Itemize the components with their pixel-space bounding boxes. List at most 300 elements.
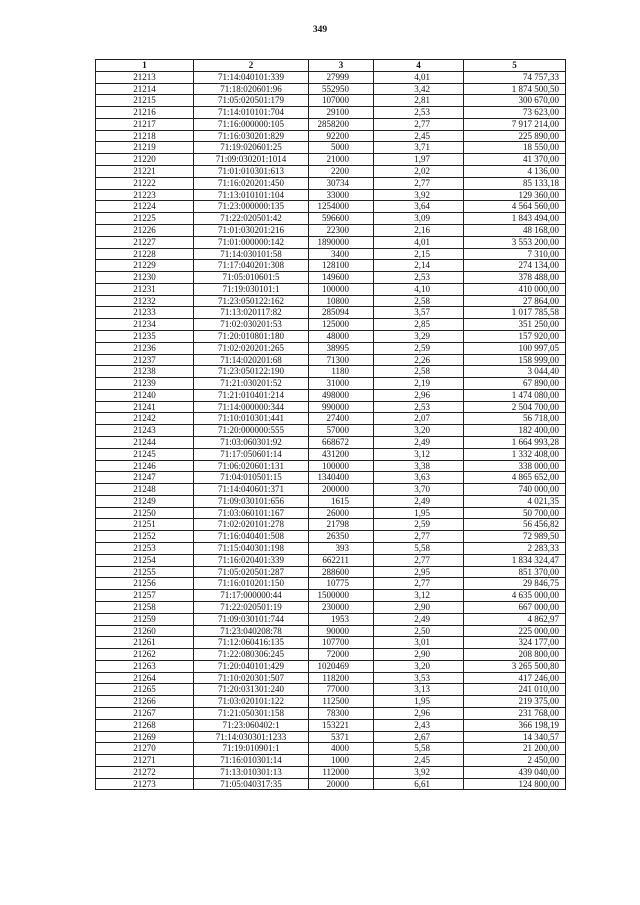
cadastral-number-cell: 71:20:031301:240 bbox=[194, 684, 309, 696]
table-row bbox=[96, 201, 566, 213]
table-row bbox=[96, 495, 566, 507]
cadastral-number-cell: 71:14:030101:58 bbox=[194, 248, 309, 260]
area-cell: 1180 bbox=[309, 366, 374, 378]
rate-cell: 5,58 bbox=[374, 543, 464, 555]
value-cell: 41 370,00 bbox=[464, 154, 566, 166]
table-row bbox=[96, 425, 566, 437]
cadastral-number-cell: 71:01:000000:142 bbox=[194, 236, 309, 248]
table-row bbox=[96, 142, 566, 154]
rate-cell: 3,12 bbox=[374, 448, 464, 460]
row-number-cell: 21241 bbox=[96, 401, 194, 413]
cadastral-number-cell: 71:09:030101:744 bbox=[194, 613, 309, 625]
table-row bbox=[96, 378, 566, 390]
row-number-cell: 21269 bbox=[96, 731, 194, 743]
row-number-cell: 21235 bbox=[96, 330, 194, 342]
area-cell: 288600 bbox=[309, 566, 374, 578]
value-cell: 72 989,50 bbox=[464, 531, 566, 543]
table-row bbox=[96, 83, 566, 95]
table-row bbox=[96, 660, 566, 672]
cadastral-number-cell: 71:20:040101:429 bbox=[194, 660, 309, 672]
value-cell: 50 700,00 bbox=[464, 507, 566, 519]
cadastral-number-cell: 71:02:020201:265 bbox=[194, 342, 309, 354]
area-cell: 20000 bbox=[309, 778, 374, 790]
cadastral-number-cell: 71:15:040301:198 bbox=[194, 543, 309, 555]
table-row bbox=[96, 755, 566, 767]
cadastral-number-cell: 71:04:010501:15 bbox=[194, 472, 309, 484]
table-row bbox=[96, 342, 566, 354]
area-cell: 1020469 bbox=[309, 660, 374, 672]
row-number-cell: 21232 bbox=[96, 295, 194, 307]
rate-cell: 3,63 bbox=[374, 472, 464, 484]
area-cell: 2200 bbox=[309, 166, 374, 178]
row-number-cell: 21270 bbox=[96, 743, 194, 755]
row-number-cell: 21264 bbox=[96, 672, 194, 684]
cadastral-number-cell: 71:05:040317:35 bbox=[194, 778, 309, 790]
table-row bbox=[96, 236, 566, 248]
rate-cell: 2,50 bbox=[374, 625, 464, 637]
table-row bbox=[96, 625, 566, 637]
value-cell: 129 360,00 bbox=[464, 189, 566, 201]
table-row bbox=[96, 472, 566, 484]
rate-cell: 4,01 bbox=[374, 236, 464, 248]
area-cell: 3400 bbox=[309, 248, 374, 260]
value-cell: 14 340,57 bbox=[464, 731, 566, 743]
row-number-cell: 21258 bbox=[96, 601, 194, 613]
area-cell: 71300 bbox=[309, 354, 374, 366]
area-cell: 10775 bbox=[309, 578, 374, 590]
rate-cell: 2,77 bbox=[374, 578, 464, 590]
rate-cell: 2,77 bbox=[374, 554, 464, 566]
value-cell: 417 246,00 bbox=[464, 672, 566, 684]
area-cell: 662211 bbox=[309, 554, 374, 566]
rate-cell: 2,59 bbox=[374, 342, 464, 354]
value-cell: 1 017 785,58 bbox=[464, 307, 566, 319]
row-number-cell: 21222 bbox=[96, 177, 194, 189]
value-cell: 324 177,00 bbox=[464, 637, 566, 649]
table-body bbox=[96, 71, 566, 790]
row-number-cell: 21262 bbox=[96, 649, 194, 661]
rate-cell: 3,13 bbox=[374, 684, 464, 696]
data-table bbox=[95, 59, 566, 790]
area-cell: 1953 bbox=[309, 613, 374, 625]
value-cell: 85 133,18 bbox=[464, 177, 566, 189]
rate-cell: 5,58 bbox=[374, 743, 464, 755]
cadastral-number-cell: 71:03:060301:92 bbox=[194, 437, 309, 449]
row-number-cell: 21226 bbox=[96, 224, 194, 236]
area-cell: 2858200 bbox=[309, 118, 374, 130]
cadastral-number-cell: 71:01:010301:613 bbox=[194, 166, 309, 178]
value-cell: 4 564 560,00 bbox=[464, 201, 566, 213]
area-cell: 100000 bbox=[309, 283, 374, 295]
area-cell: 78300 bbox=[309, 707, 374, 719]
table-row bbox=[96, 154, 566, 166]
cadastral-number-cell: 71:20:000000:555 bbox=[194, 425, 309, 437]
value-cell: 73 623,00 bbox=[464, 107, 566, 119]
cadastral-number-cell: 71:14:020201:68 bbox=[194, 354, 309, 366]
area-cell: 100000 bbox=[309, 460, 374, 472]
table-row bbox=[96, 684, 566, 696]
table-row bbox=[96, 448, 566, 460]
cadastral-number-cell: 71:22:020501:19 bbox=[194, 601, 309, 613]
row-number-cell: 21260 bbox=[96, 625, 194, 637]
rate-cell: 2,58 bbox=[374, 366, 464, 378]
area-cell: 57000 bbox=[309, 425, 374, 437]
rate-cell: 2,14 bbox=[374, 260, 464, 272]
value-cell: 351 250,00 bbox=[464, 319, 566, 331]
value-cell: 219 375,00 bbox=[464, 696, 566, 708]
rate-cell: 3,71 bbox=[374, 142, 464, 154]
value-cell: 3 265 500,80 bbox=[464, 660, 566, 672]
row-number-cell: 21234 bbox=[96, 319, 194, 331]
table-row bbox=[96, 707, 566, 719]
cadastral-number-cell: 71:05:020501:287 bbox=[194, 566, 309, 578]
cadastral-number-cell: 71:09:030201:1014 bbox=[194, 154, 309, 166]
value-cell: 2 283,33 bbox=[464, 543, 566, 555]
cadastral-number-cell: 71:09:030101:656 bbox=[194, 495, 309, 507]
row-number-cell: 21249 bbox=[96, 495, 194, 507]
rate-cell: 3,92 bbox=[374, 189, 464, 201]
area-cell: 21798 bbox=[309, 519, 374, 531]
row-number-cell: 21215 bbox=[96, 95, 194, 107]
value-cell: 366 198,19 bbox=[464, 719, 566, 731]
rate-cell: 1,95 bbox=[374, 696, 464, 708]
area-cell: 552950 bbox=[309, 83, 374, 95]
rate-cell: 3,64 bbox=[374, 201, 464, 213]
rate-cell: 2,07 bbox=[374, 413, 464, 425]
row-number-cell: 21243 bbox=[96, 425, 194, 437]
rate-cell: 2,77 bbox=[374, 531, 464, 543]
value-cell: 3 044,40 bbox=[464, 366, 566, 378]
cadastral-number-cell: 71:21:030201:52 bbox=[194, 378, 309, 390]
value-cell: 1 332 408,00 bbox=[464, 448, 566, 460]
cadastral-number-cell: 71:05:010601:5 bbox=[194, 272, 309, 284]
rate-cell: 3,20 bbox=[374, 425, 464, 437]
value-cell: 439 040,00 bbox=[464, 766, 566, 778]
value-cell: 225 890,00 bbox=[464, 130, 566, 142]
table-row bbox=[96, 437, 566, 449]
rate-cell: 1,97 bbox=[374, 154, 464, 166]
value-cell: 21 200,00 bbox=[464, 743, 566, 755]
area-cell: 92200 bbox=[309, 130, 374, 142]
value-cell: 3 553 200,00 bbox=[464, 236, 566, 248]
table-row bbox=[96, 354, 566, 366]
table-row bbox=[96, 696, 566, 708]
value-cell: 4 865 652,00 bbox=[464, 472, 566, 484]
rate-cell: 2,67 bbox=[374, 731, 464, 743]
table-row bbox=[96, 613, 566, 625]
area-cell: 498000 bbox=[309, 389, 374, 401]
row-number-cell: 21271 bbox=[96, 755, 194, 767]
cadastral-number-cell: 71:17:050601:14 bbox=[194, 448, 309, 460]
row-number-cell: 21227 bbox=[96, 236, 194, 248]
cadastral-number-cell: 71:19:030101:1 bbox=[194, 283, 309, 295]
area-cell: 230000 bbox=[309, 601, 374, 613]
column-header-1: 1 bbox=[96, 60, 194, 72]
cadastral-number-cell: 71:16:010301:14 bbox=[194, 755, 309, 767]
table-row bbox=[96, 330, 566, 342]
table-row bbox=[96, 401, 566, 413]
row-number-cell: 21255 bbox=[96, 566, 194, 578]
area-cell: 48000 bbox=[309, 330, 374, 342]
rate-cell: 2,02 bbox=[374, 166, 464, 178]
table-row bbox=[96, 319, 566, 331]
area-cell: 1000 bbox=[309, 755, 374, 767]
row-number-cell: 21236 bbox=[96, 342, 194, 354]
rate-cell: 2,85 bbox=[374, 319, 464, 331]
area-cell: 153221 bbox=[309, 719, 374, 731]
row-number-cell: 21250 bbox=[96, 507, 194, 519]
rate-cell: 2,49 bbox=[374, 613, 464, 625]
rate-cell: 2,49 bbox=[374, 437, 464, 449]
table-row bbox=[96, 224, 566, 236]
table-row bbox=[96, 366, 566, 378]
rate-cell: 2,59 bbox=[374, 519, 464, 531]
area-cell: 107700 bbox=[309, 637, 374, 649]
column-header-5: 5 bbox=[464, 60, 566, 72]
table-row bbox=[96, 272, 566, 284]
table-row bbox=[96, 389, 566, 401]
value-cell: 1 834 324,47 bbox=[464, 554, 566, 566]
value-cell: 29 846,75 bbox=[464, 578, 566, 590]
area-cell: 26350 bbox=[309, 531, 374, 543]
table-row bbox=[96, 637, 566, 649]
cadastral-number-cell: 71:16:010201:150 bbox=[194, 578, 309, 590]
cadastral-number-cell: 71:12:060416:135 bbox=[194, 637, 309, 649]
value-cell: 1 664 993,28 bbox=[464, 437, 566, 449]
cadastral-number-cell: 71:06:020601:131 bbox=[194, 460, 309, 472]
area-cell: 10800 bbox=[309, 295, 374, 307]
value-cell: 182 400,00 bbox=[464, 425, 566, 437]
area-cell: 21000 bbox=[309, 154, 374, 166]
cadastral-number-cell: 71:16:030201:829 bbox=[194, 130, 309, 142]
table-row bbox=[96, 107, 566, 119]
row-number-cell: 21246 bbox=[96, 460, 194, 472]
row-number-cell: 21254 bbox=[96, 554, 194, 566]
cadastral-number-cell: 71:14:030301:1233 bbox=[194, 731, 309, 743]
area-cell: 393 bbox=[309, 543, 374, 555]
table-row bbox=[96, 507, 566, 519]
value-cell: 4 021,35 bbox=[464, 495, 566, 507]
value-cell: 18 550,00 bbox=[464, 142, 566, 154]
table-row bbox=[96, 531, 566, 543]
row-number-cell: 21251 bbox=[96, 519, 194, 531]
rate-cell: 3,57 bbox=[374, 307, 464, 319]
cadastral-number-cell: 71:23:000000:135 bbox=[194, 201, 309, 213]
cadastral-number-cell: 71:02:020101:278 bbox=[194, 519, 309, 531]
cadastral-number-cell: 71:13:020117:82 bbox=[194, 307, 309, 319]
row-number-cell: 21256 bbox=[96, 578, 194, 590]
row-number-cell: 21248 bbox=[96, 484, 194, 496]
cadastral-number-cell: 71:03:020101:122 bbox=[194, 696, 309, 708]
table-row bbox=[96, 177, 566, 189]
area-cell: 27999 bbox=[309, 71, 374, 83]
cadastral-number-cell: 71:21:050301:158 bbox=[194, 707, 309, 719]
cadastral-number-cell: 71:16:020201:450 bbox=[194, 177, 309, 189]
cadastral-number-cell: 71:02:030201:53 bbox=[194, 319, 309, 331]
rate-cell: 4,10 bbox=[374, 283, 464, 295]
rate-cell: 2,43 bbox=[374, 719, 464, 731]
rate-cell: 3,42 bbox=[374, 83, 464, 95]
area-cell: 77000 bbox=[309, 684, 374, 696]
row-number-cell: 21225 bbox=[96, 213, 194, 225]
value-cell: 7 310,00 bbox=[464, 248, 566, 260]
area-cell: 30734 bbox=[309, 177, 374, 189]
rate-cell: 2,16 bbox=[374, 224, 464, 236]
row-number-cell: 21272 bbox=[96, 766, 194, 778]
table-row bbox=[96, 213, 566, 225]
value-cell: 274 134,00 bbox=[464, 260, 566, 272]
cadastral-number-cell: 71:21:010401:214 bbox=[194, 389, 309, 401]
rate-cell: 2,49 bbox=[374, 495, 464, 507]
value-cell: 48 168,00 bbox=[464, 224, 566, 236]
row-number-cell: 21231 bbox=[96, 283, 194, 295]
table-row bbox=[96, 248, 566, 260]
value-cell: 4 862,97 bbox=[464, 613, 566, 625]
rate-cell: 2,19 bbox=[374, 378, 464, 390]
rate-cell: 2,77 bbox=[374, 118, 464, 130]
row-number-cell: 21263 bbox=[96, 660, 194, 672]
area-cell: 118200 bbox=[309, 672, 374, 684]
row-number-cell: 21218 bbox=[96, 130, 194, 142]
row-number-cell: 21244 bbox=[96, 437, 194, 449]
column-header-3: 3 bbox=[309, 60, 374, 72]
table-row bbox=[96, 166, 566, 178]
table-row bbox=[96, 130, 566, 142]
area-cell: 27400 bbox=[309, 413, 374, 425]
cadastral-number-cell: 71:22:080306:245 bbox=[194, 649, 309, 661]
rate-cell: 2,95 bbox=[374, 566, 464, 578]
value-cell: 2 450,00 bbox=[464, 755, 566, 767]
value-cell: 67 890,00 bbox=[464, 378, 566, 390]
table-row bbox=[96, 743, 566, 755]
cadastral-number-cell: 71:23:050122:162 bbox=[194, 295, 309, 307]
area-cell: 1340400 bbox=[309, 472, 374, 484]
value-cell: 225 000,00 bbox=[464, 625, 566, 637]
row-number-cell: 21273 bbox=[96, 778, 194, 790]
value-cell: 56 456,82 bbox=[464, 519, 566, 531]
rate-cell: 3,12 bbox=[374, 590, 464, 602]
table-row bbox=[96, 672, 566, 684]
cadastral-number-cell: 71:23:060402:1 bbox=[194, 719, 309, 731]
cadastral-number-cell: 71:17:040201:308 bbox=[194, 260, 309, 272]
value-cell: 378 488,00 bbox=[464, 272, 566, 284]
value-cell: 2 504 700,00 bbox=[464, 401, 566, 413]
area-cell: 112000 bbox=[309, 766, 374, 778]
row-number-cell: 21217 bbox=[96, 118, 194, 130]
rate-cell: 2,26 bbox=[374, 354, 464, 366]
table-row bbox=[96, 566, 566, 578]
table-row bbox=[96, 283, 566, 295]
row-number-cell: 21253 bbox=[96, 543, 194, 555]
table-row bbox=[96, 118, 566, 130]
cadastral-number-cell: 71:19:010901:1 bbox=[194, 743, 309, 755]
row-number-cell: 21228 bbox=[96, 248, 194, 260]
page-number: 349 bbox=[312, 25, 328, 35]
cadastral-number-cell: 71:10:010301:441 bbox=[194, 413, 309, 425]
cadastral-number-cell: 71:22:020501:42 bbox=[194, 213, 309, 225]
value-cell: 4 635 000,00 bbox=[464, 590, 566, 602]
area-cell: 596600 bbox=[309, 213, 374, 225]
table-row bbox=[96, 731, 566, 743]
rate-cell: 3,70 bbox=[374, 484, 464, 496]
column-header-2: 2 bbox=[194, 60, 309, 72]
row-number-cell: 21268 bbox=[96, 719, 194, 731]
rate-cell: 2,15 bbox=[374, 248, 464, 260]
rate-cell: 2,53 bbox=[374, 272, 464, 284]
area-cell: 1890000 bbox=[309, 236, 374, 248]
table-row bbox=[96, 295, 566, 307]
row-number-cell: 21213 bbox=[96, 71, 194, 83]
area-cell: 1500000 bbox=[309, 590, 374, 602]
row-number-cell: 21266 bbox=[96, 696, 194, 708]
area-cell: 1254000 bbox=[309, 201, 374, 213]
table-row bbox=[96, 601, 566, 613]
table-row bbox=[96, 260, 566, 272]
area-cell: 33000 bbox=[309, 189, 374, 201]
area-cell: 38995 bbox=[309, 342, 374, 354]
table-row bbox=[96, 307, 566, 319]
rate-cell: 2,53 bbox=[374, 401, 464, 413]
value-cell: 74 757,33 bbox=[464, 71, 566, 83]
value-cell: 208 800,00 bbox=[464, 649, 566, 661]
table-row bbox=[96, 719, 566, 731]
table-row bbox=[96, 189, 566, 201]
rate-cell: 2,81 bbox=[374, 95, 464, 107]
row-number-cell: 21238 bbox=[96, 366, 194, 378]
area-cell: 112500 bbox=[309, 696, 374, 708]
area-cell: 4000 bbox=[309, 743, 374, 755]
row-number-cell: 21247 bbox=[96, 472, 194, 484]
row-number-cell: 21257 bbox=[96, 590, 194, 602]
area-cell: 149600 bbox=[309, 272, 374, 284]
row-number-cell: 21219 bbox=[96, 142, 194, 154]
cadastral-number-cell: 71:23:040208:78 bbox=[194, 625, 309, 637]
table-row bbox=[96, 778, 566, 790]
row-number-cell: 21224 bbox=[96, 201, 194, 213]
area-cell: 26000 bbox=[309, 507, 374, 519]
value-cell: 124 800,00 bbox=[464, 778, 566, 790]
cadastral-number-cell: 71:16:000000:105 bbox=[194, 118, 309, 130]
cadastral-number-cell: 71:13:010101:104 bbox=[194, 189, 309, 201]
rate-cell: 3,29 bbox=[374, 330, 464, 342]
row-number-cell: 21216 bbox=[96, 107, 194, 119]
area-cell: 90000 bbox=[309, 625, 374, 637]
table-row bbox=[96, 649, 566, 661]
cadastral-number-cell: 71:13:010301:13 bbox=[194, 766, 309, 778]
value-cell: 667 000,00 bbox=[464, 601, 566, 613]
area-cell: 107000 bbox=[309, 95, 374, 107]
table-header-row bbox=[96, 60, 566, 72]
table-row bbox=[96, 543, 566, 555]
value-cell: 410 000,00 bbox=[464, 283, 566, 295]
table-row bbox=[96, 95, 566, 107]
area-cell: 200000 bbox=[309, 484, 374, 496]
area-cell: 990000 bbox=[309, 401, 374, 413]
value-cell: 27 864,00 bbox=[464, 295, 566, 307]
value-cell: 1 843 494,00 bbox=[464, 213, 566, 225]
rate-cell: 2,45 bbox=[374, 755, 464, 767]
rate-cell: 4,01 bbox=[374, 71, 464, 83]
table-row bbox=[96, 519, 566, 531]
row-number-cell: 21261 bbox=[96, 637, 194, 649]
area-cell: 125000 bbox=[309, 319, 374, 331]
row-number-cell: 21230 bbox=[96, 272, 194, 284]
cadastral-number-cell: 71:18:020601:96 bbox=[194, 83, 309, 95]
area-cell: 431200 bbox=[309, 448, 374, 460]
row-number-cell: 21221 bbox=[96, 166, 194, 178]
cadastral-number-cell: 71:14:040601:371 bbox=[194, 484, 309, 496]
value-cell: 7 917 214,00 bbox=[464, 118, 566, 130]
